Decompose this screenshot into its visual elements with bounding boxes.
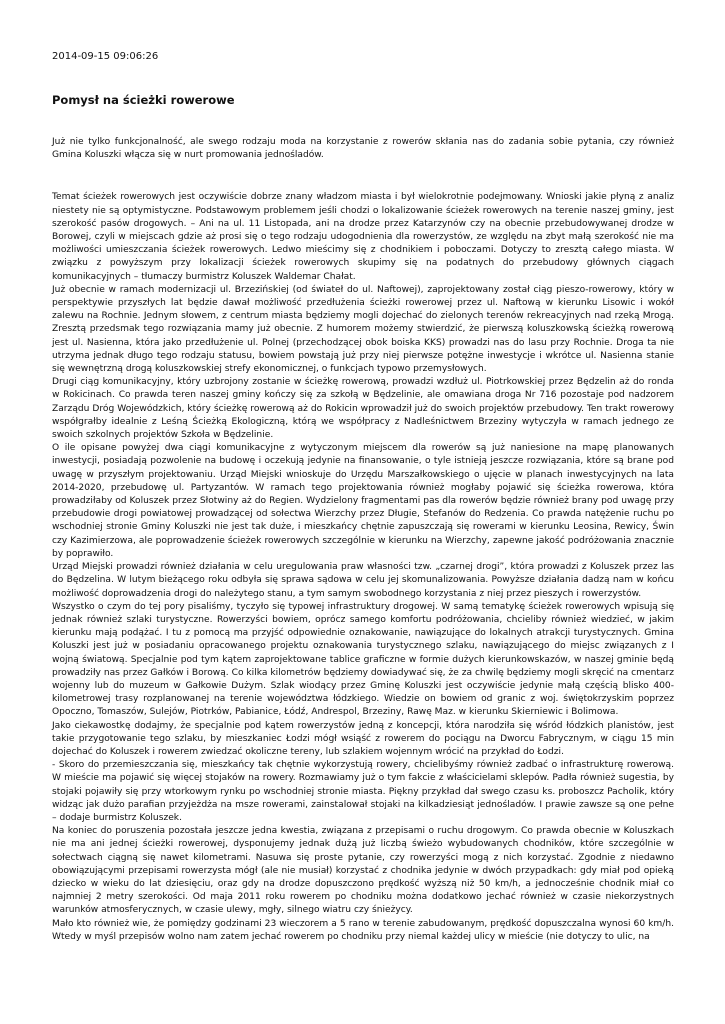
- article-paragraph: Jako ciekawostkę dodajmy, że specjalnie pod kątem rowerzystów jedną z koncepcji, która narodziła się wśród łódzkich planistów, jest takie przygotowanie tego szlaku, by mieszkaniec Łodzi mógł wsiąść z rowerem do pociągu na Dworcu Fabrycznym, w ciągu 15 min dojechać do Koluszek i rowerem zwiedzać okoliczne tereny, lub szlakiem wojennym wrócić na przykład do Łodzi.: [52, 720, 674, 757]
- article-title: Pomysł na ścieżki rowerowe: [52, 93, 235, 107]
- article-paragraph: Wszystko o czym do tej pory pisaliśmy, tyczyło się typowej infrastruktury drogowej. W samą tematykę ścieżek rowerowych wpisują się jednak również szlaki turystyczne. Rowerzyści bowiem, oprócz samego komfortu podróżowania, chcieliby również wiedzieć, w jakim kierunku mają podążać. I tu z pomocą ma przyjść odpowiednie oznakowanie, nawiązujące do lokalnych atrakcji turystycznych. Gmina Koluszki jest już w posiadaniu opracowanego projektu oznakowania turystycznego szlaku, nawiązującego do miejsc związanych z I wojną światową. Specjalnie pod tym kątem zaprojektowane tablice graficzne w formie dużych kierunkowskazów, w naszej gminie będą prowadziły nas przez Gałków i Borową. Co kilka kilometrów będziemy dowiadywać się, że za chwilę będziemy mogli skręcić na cmentarz wojenny lub do muzeum w Gałkowie Dużym. Szlak wiodący przez Gminę Koluszki jest oczywiście jedynie małą częścią blisko 400-kilometrowej trasy rozplanowanej na terenie województwa łódzkiego. Wiedzie on bowiem od granic z woj. świętokrzyskim poprzez Opoczno, Tomaszów, Sulejów, Piotrków, Pabianice, Łódź, Andrespol, Brzeziny, Rawę Maz. w kierunku Skierniewic i Bolimowa.: [52, 601, 674, 718]
- article-body: [52, 191, 674, 944]
- article-paragraph: Urząd Miejski prowadzi również działania w celu uregulowania praw własności tzw. „czarnej drogi”, która prowadzi z Koluszek przez las do Będzelina. W lutym bieżącego roku odbyła się sprawa sądowa w celu jej skomunalizowania. Powyższe działania dadzą nam w końcu możliwość doprowadzenia drogi do należytego stanu, a tym samym swobodnego korzystania z niej przez pieszych i rowerzystów.: [52, 562, 674, 599]
- article-paragraph: Na koniec do poruszenia pozostała jeszcze jedna kwestia, związana z przepisami o ruchu drogowym. Co prawda obecnie w Koluszkach nie ma ani jednej ścieżki rowerowej, dysponujemy jednak dużą już liczbą świeżo wybudowanych chodników, które szczególnie w sołectwach ciągną się nawet kilometrami. Nasuwa się proste pytanie, czy rowerzyści mogą z nich korzystać. Zgodnie z niedawno obowiązującymi przepisami rowerzysta mógł (ale nie musiał) korzystać z chodnika jedynie w dwóch przypadkach: gdy miał pod opieką dziecko w wieku do lat dziesięciu, oraz gdy na drodze dopuszczono prędkość wyższą niż 50 km/h, a jednocześnie chodnik miał co najmniej 2 metry szerokości. Od maja 2011 roku rowerem po chodniku można dodatkowo jechać również w czasie niekorzystnych warunków atmosferycznych, w czasie ulewy, mgły, silnego wiatru czy śnieżycy.: [52, 826, 674, 916]
- article-paragraph: - Skoro do przemieszczania się, mieszkańcy tak chętnie wykorzystują rowery, chcielibyśmy również zadbać o infrastrukturę rowerową. W mieście ma pojawić się więcej stojaków na rowery. Rozmawiamy już o tym fakcie z właścicielami sklepów. Padła również sugestia, by stojaki pojawiły się przy wtorkowym rynku po wschodniej stronie miasta. Piękny przykład dał swego czasu ks. proboszcz Pacholik, który widząc jak dużo parafian przyjeżdża na msze rowerami, zainstalował stojaki na kilkadziesiąt jednośladów. I prawie zawsze są one pełne – dodaje burmistrz Koluszek.: [52, 760, 674, 823]
- publish-timestamp: 2014-09-15 09:06:26: [52, 51, 159, 62]
- article-lead: Już nie tylko funkcjonalność, ale swego rodzaju moda na korzystanie z rowerów skłania nas do zadania sobie pytania, czy również Gmina Koluszki włącza się w nurt promowania jednośladów.: [52, 137, 674, 161]
- article-paragraph: Drugi ciąg komunikacyjny, który uzbrojony zostanie w ścieżkę rowerową, prowadzi wzdłuż ul. Piotrkowskiej przez Będzelin aż do ronda w Rokicinach. Co prawda teren naszej gminy kończy się za szkołą w Będzelinie, ale omawiana droga Nr 716 pozostaje pod nadzorem Zarządu Dróg Wojewódzkich, który ścieżkę rowerową aż do Rokicin wprowadził już do swoich projektów przebudowy. Ten trakt rowerowy współgrałby idealnie z Leśną Ścieżką Ekologiczną, którą we współpracy z Nadleśnictwem Brzeziny wytyczyła w ramach jednego ze swoich szkolnych projektów Szkoła w Będzelinie.: [52, 377, 674, 441]
- article-paragraph: Temat ścieżek rowerowych jest oczywiście dobrze znany władzom miasta i był wielokrotnie podejmowany. Wnioski jakie płyną z analiz niestety nie są optymistyczne. Podstawowym problemem jeśli chodzi o lokalizowanie ścieżek rowerowych na terenie naszej gminy, jest szerokość pasów drogowych. – Ani na ul. 11 Listopada, ani na drodze przez Katarzynów czy na obecnie przebudowywanej drodze w Borowej, czyli w miejscach gdzie aż prosi się o tego rodzaju udogodnienia dla rowerzystów, ze względu na zbyt małą szerokość nie ma możliwości umieszczania ścieżek rowerowych. Ledwo mieścimy się z chodnikiem i poboczami. Dotyczy to zresztą całego miasta. W związku z powyższym przy lokalizacji ścieżek rowerowych skupimy się na podatnych do przebudowy głównych ciągach komunikacyjnych – tłumaczy burmistrz Koluszek Waldemar Chałat.: [52, 192, 674, 282]
- article-paragraph: Już obecnie w ramach modernizacji ul. Brzezińskiej (od świateł do ul. Naftowej), zaprojektowany został ciąg pieszo-rowerowy, który w perspektywie przyszłych lat będzie dawał możliwość przedłużenia ścieżki rowerowej przez ul. Naftową w kierunku Lisowic i wokół zalewu na Rochnie. Jednym słowem, z centrum miasta będziemy mogli dojechać do zielonych terenów rekreacyjnych nad rzeką Mrogą. Zresztą przedsmak tego rozwiązania mamy już obecnie. Z humorem możemy stwierdzić, że pierwszą koluszkowską ścieżką rowerową jest ul. Nasienna, która jako przedłużenie ul. Polnej (przechodzącej obok boiska KKS) prowadzi nas do lasu przy Rochnie. Droga ta nie utrzyma jednak długo tego rodzaju statusu, bowiem powstają już przy niej pierwsze potężne inwestycje i wkrótce ul. Nasienna stanie się wewnętrzną drogą koluszkowskiej strefy ekonomicznej, o funkcjach typowo przemysłowych.: [52, 284, 674, 375]
- document-page: [52, 50, 674, 944]
- article-paragraph: Mało kto również wie, że pomiędzy godzinami 23 wieczorem a 5 rano w terenie zabudowanym, prędkość dopuszczalna wynosi 60 km/h. Wtedy w myśl przepisów wolno nam zatem jechać rowerem po chodniku przy niemal każdej ulicy w mieście (nie dotyczy to ulic, na: [52, 918, 674, 942]
- article-paragraph: O ile opisane powyżej dwa ciągi komunikacyjne z wytyczonym miejscem dla rowerów są już naniesione na mapę planowanych inwestycji, posiadają pozwolenie na budowę i oczekują jedynie na finansowanie, o tyle istnieją jeszcze rozwiązania, które są brane pod uwagę w przyszłym projektowaniu. Urząd Miejski wnioskuje do Urzędu Marszałkowskiego o ujęcie w planach inwestycyjnych na lata 2014-2020, przebudowę ul. Partyzantów. W ramach tego projektowania również mogłaby pojawić się ścieżka rowerowa, która prowadziłaby od Koluszek przez Słotwiny aż do Regien. Wydzielony fragmentami pas dla rowerów będzie również brany pod uwagę przy przebudowie drogi powiatowej prowadzącej od sołectwa Wierzchy przez Długie, Stefanów do Redzenia. Co prawda natężenie ruchu po wschodniej stronie Gminy Koluszki nie jest tak duże, i mieszkańcy chętnie zapuszczają się rowerami w kierunku Leosina, Rewicy, Świn czy Kazimierzowa, ale poprowadzenie ścieżek rowerowych szczególnie w kierunku na Wierzchy, zapewne jakość podróżowania znacznie by poprawiło.: [52, 443, 674, 559]
